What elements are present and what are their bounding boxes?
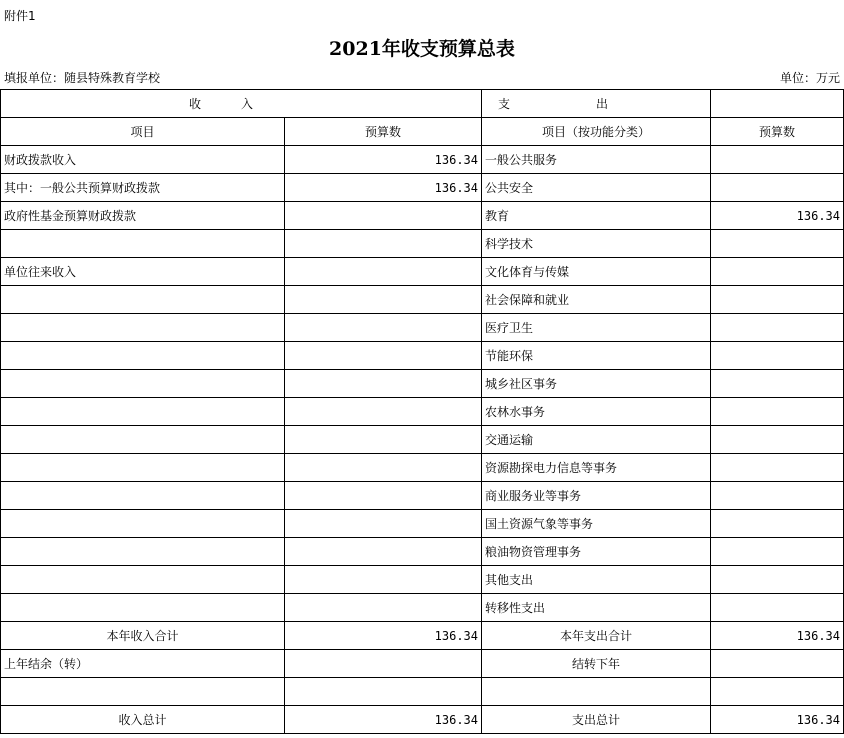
income-item	[1, 370, 285, 398]
income-item	[1, 566, 285, 594]
expense-amount-header: 预算数	[711, 118, 844, 146]
carry-over-row	[1, 650, 844, 678]
expense-item: 教育	[482, 202, 711, 230]
income-value	[285, 594, 482, 622]
income-value	[285, 370, 482, 398]
table-row	[1, 370, 844, 398]
expense-item: 一般公共服务	[482, 146, 711, 174]
expense-item: 科学技术	[482, 230, 711, 258]
income-item: 政府性基金预算财政拨款	[1, 202, 285, 230]
income-item	[1, 398, 285, 426]
table-row	[1, 230, 844, 258]
expense-item: 文化体育与传媒	[482, 258, 711, 286]
empty-cell	[1, 678, 285, 706]
income-value: 136.34	[285, 174, 482, 202]
expense-item: 节能环保	[482, 342, 711, 370]
income-item	[1, 594, 285, 622]
income-item: 单位往来收入	[1, 258, 285, 286]
empty-cell	[482, 678, 711, 706]
expense-year-total-value: 136.34	[711, 622, 844, 650]
table-row	[1, 398, 844, 426]
section-header-row	[1, 90, 844, 118]
income-item	[1, 314, 285, 342]
expense-value	[711, 510, 844, 538]
expense-value	[711, 370, 844, 398]
income-value: 136.34	[285, 146, 482, 174]
table-row	[1, 426, 844, 454]
reporting-unit: 填报单位：随县特殊教育学校	[4, 71, 161, 85]
expense-item: 商业服务业等事务	[482, 482, 711, 510]
column-header-row	[1, 118, 844, 146]
table-row	[1, 146, 844, 174]
expense-item: 其他支出	[482, 566, 711, 594]
table-row	[1, 258, 844, 286]
year-total-row	[1, 622, 844, 650]
expense-item: 城乡社区事务	[482, 370, 711, 398]
income-item	[1, 342, 285, 370]
income-item-header: 项目	[1, 118, 285, 146]
carry-over-prev-label: 上年结余（转）	[1, 650, 285, 678]
income-value	[285, 566, 482, 594]
expense-section-header: 支出	[482, 90, 711, 118]
expense-item: 交通运输	[482, 426, 711, 454]
page-title: 2021年收支预算总表	[329, 38, 515, 60]
expense-item: 农林水事务	[482, 398, 711, 426]
income-section-header: 收入	[1, 90, 482, 118]
income-item: 其中：一般公共预算财政拨款	[1, 174, 285, 202]
expense-value: 136.34	[711, 202, 844, 230]
income-value	[285, 258, 482, 286]
budget-table	[0, 89, 844, 734]
currency-unit: 单位：万元	[779, 71, 840, 85]
expense-value	[711, 342, 844, 370]
grand-total-row	[1, 706, 844, 734]
income-item	[1, 286, 285, 314]
expense-item-header: 项目（按功能分类）	[482, 118, 711, 146]
expense-year-total-label: 本年支出合计	[482, 622, 711, 650]
expense-value	[711, 594, 844, 622]
expense-grand-total-value: 136.34	[711, 706, 844, 734]
income-value	[285, 230, 482, 258]
expense-item: 转移性支出	[482, 594, 711, 622]
expense-value	[711, 398, 844, 426]
table-row	[1, 202, 844, 230]
expense-value	[711, 454, 844, 482]
income-grand-total-value: 136.34	[285, 706, 482, 734]
expense-item: 粮油物资管理事务	[482, 538, 711, 566]
table-row	[1, 538, 844, 566]
table-row	[1, 174, 844, 202]
expense-value	[711, 566, 844, 594]
income-value	[285, 510, 482, 538]
income-item	[1, 510, 285, 538]
income-value	[285, 538, 482, 566]
income-item	[1, 454, 285, 482]
table-row	[1, 566, 844, 594]
income-amount-header: 预算数	[285, 118, 482, 146]
table-row	[1, 482, 844, 510]
empty-row	[1, 678, 844, 706]
income-value	[285, 398, 482, 426]
income-value	[285, 314, 482, 342]
income-value	[285, 286, 482, 314]
income-value	[285, 202, 482, 230]
empty-cell	[711, 678, 844, 706]
expense-value	[711, 146, 844, 174]
income-year-total-label: 本年收入合计	[1, 622, 285, 650]
income-item	[1, 538, 285, 566]
empty-cell	[285, 678, 482, 706]
table-row	[1, 286, 844, 314]
carry-forward-next-value	[711, 650, 844, 678]
income-item	[1, 482, 285, 510]
table-row	[1, 594, 844, 622]
expense-item: 社会保障和就业	[482, 286, 711, 314]
income-item	[1, 426, 285, 454]
expense-grand-total-label: 支出总计	[482, 706, 711, 734]
attachment-label: 附件1	[4, 9, 36, 23]
expense-value	[711, 426, 844, 454]
income-year-total-value: 136.34	[285, 622, 482, 650]
expense-item: 资源勘探电力信息等事务	[482, 454, 711, 482]
carry-over-prev-value	[285, 650, 482, 678]
expense-item: 国土资源气象等事务	[482, 510, 711, 538]
income-value	[285, 426, 482, 454]
carry-forward-next-label: 结转下年	[482, 650, 711, 678]
expense-value	[711, 482, 844, 510]
table-row	[1, 454, 844, 482]
table-row	[1, 342, 844, 370]
expense-value	[711, 538, 844, 566]
table-row	[1, 314, 844, 342]
blank-header-cell	[711, 90, 844, 118]
income-value	[285, 454, 482, 482]
expense-value	[711, 230, 844, 258]
expense-item: 公共安全	[482, 174, 711, 202]
expense-value	[711, 314, 844, 342]
expense-item: 医疗卫生	[482, 314, 711, 342]
expense-value	[711, 286, 844, 314]
income-item: 财政拨款收入	[1, 146, 285, 174]
income-value	[285, 342, 482, 370]
expense-value	[711, 258, 844, 286]
income-item	[1, 230, 285, 258]
income-grand-total-label: 收入总计	[1, 706, 285, 734]
table-row	[1, 510, 844, 538]
income-value	[285, 482, 482, 510]
expense-value	[711, 174, 844, 202]
